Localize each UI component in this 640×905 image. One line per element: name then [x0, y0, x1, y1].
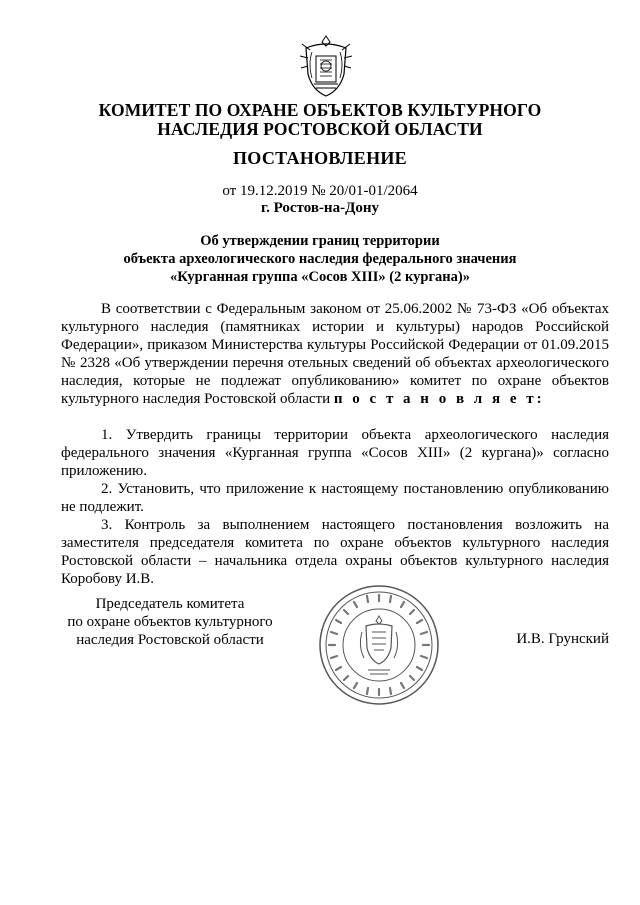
resolution-item-3: 3. Контроль за выполнением настоящего постановления возложить на заместителя председателя комитета по охране объектов культурного наследия Ростовской области – начальника отдела охраны объектов культурного наследия Коробову И.В. [61, 517, 609, 587]
document-subject [60, 232, 580, 286]
resolves-word: п о с т а н о в л я е т: [333, 391, 545, 407]
organization-line-1: КОМИТЕТ ПО ОХРАНЕ ОБЪЕКТОВ КУЛЬТУРНОГО [98, 100, 542, 120]
resolution-item-1: 1. Утвердить границы территории объекта археологического наследия федерального значения «Курганная группа «Сосов XIII» (2 кургана)» согласно приложению. [61, 427, 609, 479]
subject-line-2: объекта археологического наследия федерального значения [123, 251, 517, 267]
signatory-position [60, 595, 280, 649]
document-type: ПОСТАНОВЛЕНИЕ [233, 148, 407, 168]
position-line-2: по охране объектов культурного [67, 614, 273, 630]
preamble-text: В соответствии с Федеральным законом от 25.06.2002 № 73-ФЗ «Об объектах культурного наследия (памятниках истории и культуры) народов Российской Федерации», приказом Министерства культуры Российской Федерации от 01.09.2015 № 2328 «Об утверждении перечня отельных сведений об объектах археологического наследия, которые не подлежат опубликованию» комитет по охране объектов культурного наследия Ростовской области [61, 301, 609, 407]
preamble-paragraph [61, 300, 609, 408]
official-seal-icon [318, 584, 440, 706]
signatory-name: И.В. Грунский [516, 631, 609, 647]
preamble [61, 300, 609, 408]
subject-line-1: Об утверждении границ территории [200, 233, 440, 249]
coat-of-arms-icon [300, 34, 352, 100]
subject-line-3: «Курганная группа «Сосов XIII» (2 кургана)» [170, 269, 470, 285]
organization-line-2: НАСЛЕДИЯ РОСТОВСКОЙ ОБЛАСТИ [157, 119, 483, 139]
organization-name [60, 101, 580, 139]
resolution-items [61, 426, 609, 588]
position-line-1: Председатель комитета [95, 596, 245, 612]
resolution-item-2: 2. Установить, что приложение к настоящему постановлению опубликованию не подлежит. [61, 481, 609, 515]
position-line-3: наследия Ростовской области [76, 632, 264, 648]
city: г. Ростов-на-Дону [260, 200, 380, 216]
date-number: от 19.12.2019 № 20/01-01/2064 [222, 183, 418, 199]
